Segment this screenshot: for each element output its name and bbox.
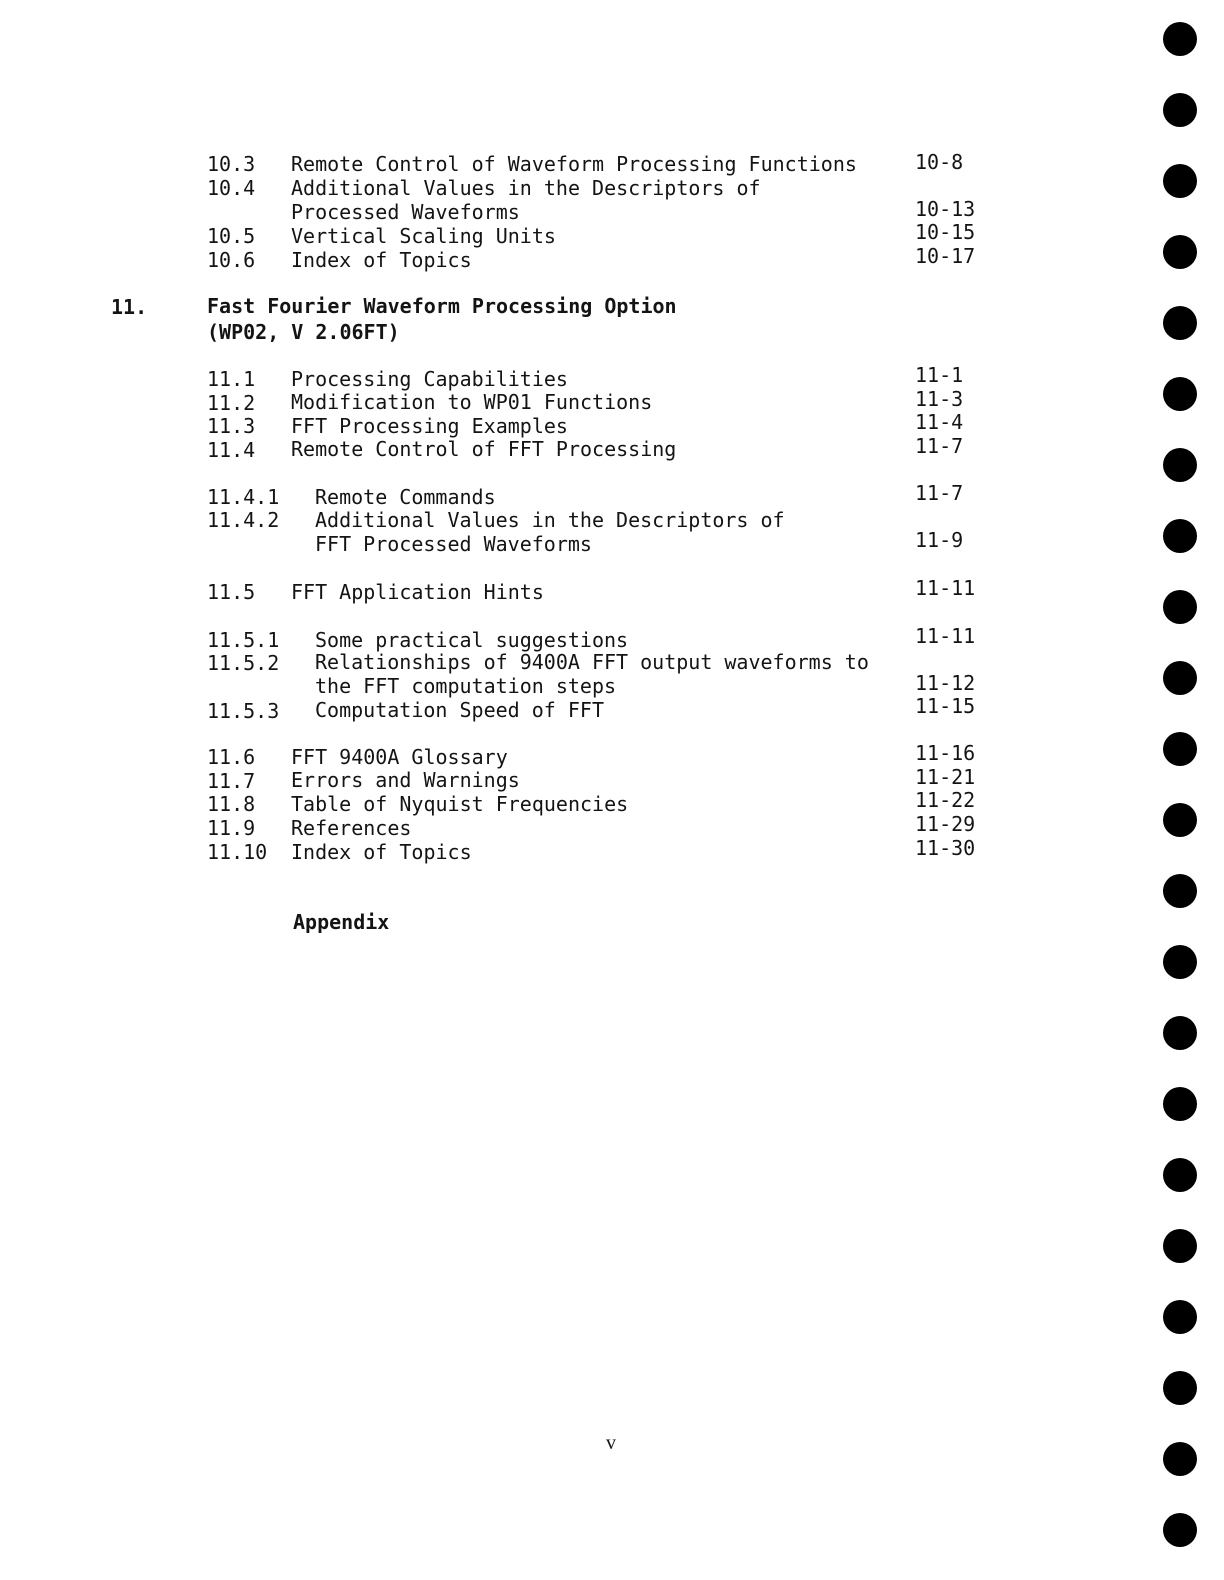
- toc-title: References: [291, 816, 412, 840]
- toc-number: 11.4.1: [207, 485, 280, 509]
- binder-hole: [1163, 93, 1197, 127]
- toc-title: Computation Speed of FFT: [315, 698, 604, 722]
- toc-number: 10.6: [207, 248, 256, 272]
- binder-hole: [1163, 1442, 1197, 1476]
- toc-number: 10.5: [207, 224, 256, 248]
- toc-page: 11-16: [915, 741, 976, 765]
- binder-hole: [1163, 874, 1197, 908]
- toc-number: 11.5.3: [207, 699, 280, 723]
- binder-hole: [1163, 235, 1197, 269]
- toc-number: 11.3: [207, 414, 256, 438]
- toc-number: 11.10: [207, 840, 268, 864]
- toc-title: Additional Values in the Descriptors of: [291, 176, 761, 200]
- toc-page: 10-13: [915, 197, 976, 221]
- binder-hole: [1163, 1016, 1197, 1050]
- toc-number: 11.4: [207, 438, 256, 462]
- binder-hole: [1163, 377, 1197, 411]
- toc-title: FFT 9400A Glossary: [291, 745, 508, 769]
- toc-page: 11-1: [915, 363, 964, 387]
- toc-number: 10.4: [207, 176, 256, 200]
- toc-title: Additional Values in the Descriptors of: [315, 508, 785, 532]
- toc-title: Processing Capabilities: [291, 367, 568, 391]
- toc-title: Relationships of 9400A FFT output waveforms to: [315, 650, 869, 674]
- toc-page: 11-12: [915, 671, 976, 695]
- toc-page: 11-21: [915, 765, 976, 789]
- toc-title: Remote Control of Waveform Processing Functions: [291, 152, 857, 176]
- chapter-title: Fast Fourier Waveform Processing Option: [207, 294, 677, 318]
- toc-page: 11-22: [915, 788, 976, 812]
- toc-title: Errors and Warnings: [291, 768, 520, 792]
- toc-page: 11-30: [915, 836, 976, 860]
- toc-page: 11-29: [915, 812, 976, 836]
- toc-number: 11.7: [207, 769, 256, 793]
- toc-title-continued: Processed Waveforms: [291, 200, 520, 224]
- toc-title-continued: FFT Processed Waveforms: [315, 532, 592, 556]
- binder-hole: [1163, 1087, 1197, 1121]
- binder-hole: [1163, 1513, 1197, 1547]
- toc-page: 11-9: [915, 528, 964, 552]
- binder-hole: [1163, 732, 1197, 766]
- toc-number: 10.3: [207, 152, 256, 176]
- toc-number: 11.2: [207, 391, 256, 415]
- toc-page: 10-17: [915, 244, 976, 268]
- binder-hole: [1163, 1371, 1197, 1405]
- appendix-heading: Appendix: [293, 910, 390, 934]
- binder-hole: [1163, 1300, 1197, 1334]
- binder-hole: [1163, 945, 1197, 979]
- binder-hole: [1163, 519, 1197, 553]
- binder-hole: [1163, 306, 1197, 340]
- toc-title: FFT Application Hints: [291, 580, 544, 604]
- page-number: v: [606, 1432, 616, 1454]
- toc-number: 11.5.2: [207, 651, 280, 675]
- toc-title: Vertical Scaling Units: [291, 224, 556, 248]
- toc-page: 11-11: [915, 624, 976, 648]
- toc-page: 11-11: [915, 576, 976, 600]
- toc-title: Some practical suggestions: [315, 628, 629, 652]
- binder-hole: [1163, 1229, 1197, 1263]
- toc-number: 11.8: [207, 792, 256, 816]
- toc-page: 11-15: [915, 694, 976, 718]
- binder-hole: [1163, 1158, 1197, 1192]
- toc-title: Remote Control of FFT Processing: [291, 437, 677, 461]
- chapter-number: 11.: [111, 295, 148, 319]
- toc-number: 11.1: [207, 367, 256, 391]
- toc-page: 11-4: [915, 410, 964, 434]
- binder-hole: [1163, 803, 1197, 837]
- toc-page: 11-7: [915, 434, 964, 458]
- binder-hole: [1163, 164, 1197, 198]
- toc-title: Modification to WP01 Functions: [291, 390, 653, 414]
- toc-title: Table of Nyquist Frequencies: [291, 792, 629, 816]
- binder-hole: [1163, 590, 1197, 624]
- toc-title: FFT Processing Examples: [291, 414, 568, 438]
- binder-hole: [1163, 448, 1197, 482]
- toc-page: 11-7: [915, 481, 964, 505]
- toc-title: Index of Topics: [291, 840, 472, 864]
- toc-number: 11.6: [207, 745, 256, 769]
- binder-hole: [1163, 661, 1197, 695]
- toc-title-continued: the FFT computation steps: [315, 674, 617, 698]
- chapter-subtitle: (WP02, V 2.06FT): [207, 320, 400, 344]
- toc-number: 11.9: [207, 816, 256, 840]
- toc-page: 11-3: [915, 387, 964, 411]
- toc-number: 11.5.1: [207, 628, 280, 652]
- toc-number: 11.5: [207, 580, 256, 604]
- toc-number: 11.4.2: [207, 508, 280, 532]
- toc-page: 10-8: [915, 150, 964, 174]
- toc-title: Index of Topics: [291, 248, 472, 272]
- toc-page: 10-15: [915, 220, 976, 244]
- toc-title: Remote Commands: [315, 485, 496, 509]
- binder-hole: [1163, 22, 1197, 56]
